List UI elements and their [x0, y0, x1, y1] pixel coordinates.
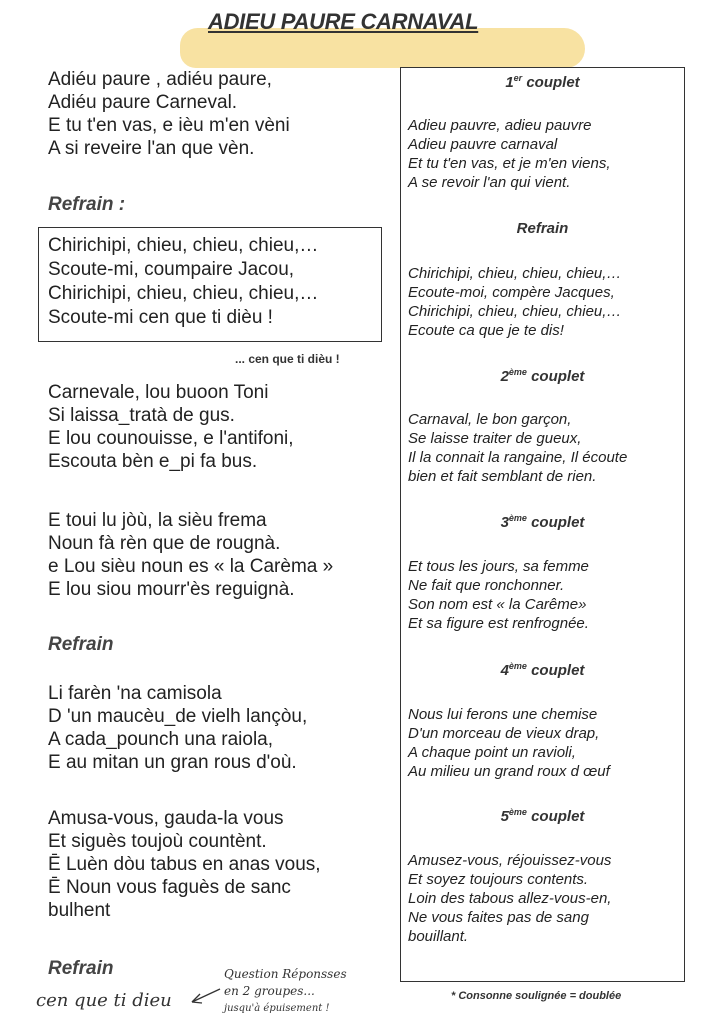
couplet-line: Amusez-vous, réjouissez-vous — [408, 852, 612, 869]
couplet-line: Chirichipi, chieu, chieu, chieu,… — [408, 303, 622, 320]
verse-line: Carnevale, lou buoon Toni — [48, 382, 269, 403]
refrain-line: Chirichipi, chieu, chieu, chieu,… — [48, 283, 319, 304]
refrain-heading: Refrain : — [48, 194, 126, 215]
couplet-line: Se laisse traiter de gueux, — [408, 430, 582, 447]
refrain-line: Scoute-mi cen que ti dièu ! — [48, 307, 273, 328]
verse-line: bulhent — [48, 900, 111, 921]
refrain-line: Chirichipi, chieu, chieu, chieu,… — [48, 235, 319, 256]
couplet-ordinal: er — [513, 73, 523, 83]
couplet-1-text — [408, 116, 611, 192]
refrain-tail: ... cen que ti dièu ! — [235, 352, 340, 366]
verse-line: e Lou sièu noun es « la Carèma » — [48, 556, 334, 577]
verse-1 — [48, 68, 290, 160]
couplet-number: 4 — [500, 662, 509, 679]
handwritten-line: Question Réponsses — [224, 967, 347, 981]
couplet-line: Et soyez toujours contents. — [408, 871, 589, 888]
couplet-label: couplet — [531, 808, 585, 825]
verse-line: Escouta bèn e_pi fa bus. — [48, 451, 258, 472]
verse-line: Si laissa_tratà de gus. — [48, 405, 235, 426]
footnote: * Consonne soulignée = doublée — [451, 990, 622, 1002]
verse-line: E tu t'en vas, e ièu m'en vèni — [48, 115, 290, 136]
verse-line: Adiéu paure Carneval. — [48, 92, 238, 113]
couplet-line: bien et fait semblant de rien. — [408, 468, 597, 485]
couplet-number: 5 — [500, 808, 509, 825]
refrain-fr-heading: Refrain — [516, 220, 569, 237]
refrain-line: Scoute-mi, coumpaire Jacou, — [48, 259, 295, 280]
verse-line: Li farèn 'na camisola — [48, 683, 222, 704]
verse-line: E au mitan un gran rous d'où. — [48, 752, 297, 773]
couplet-ordinal: ème — [508, 807, 527, 817]
couplet-label: couplet — [531, 662, 585, 679]
couplet-line: Et tous les jours, sa femme — [408, 558, 589, 575]
couplet-line: Et sa figure est renfrognée. — [408, 615, 589, 632]
couplet-2-heading — [400, 367, 685, 385]
couplet-line: Carnaval, le bon garçon, — [408, 411, 572, 428]
arrow-icon — [188, 986, 222, 1006]
verse-line: E lou siou mourr'ès reguignà. — [48, 579, 295, 600]
couplet-ordinal: ème — [508, 661, 527, 671]
handwritten-note-left: cen que ti dieu — [36, 990, 172, 1011]
handwritten-line: en 2 groupes... — [224, 984, 315, 998]
page-title: ADIEU PAURE CARNAVAL — [208, 9, 479, 34]
refrain-text — [48, 234, 318, 330]
couplet-1-heading — [400, 73, 685, 91]
couplet-label: couplet — [526, 74, 580, 91]
couplet-line: Loin des tabous allez-vous-en, — [408, 890, 612, 907]
couplet-3-text — [408, 557, 589, 633]
verse-3 — [48, 509, 333, 601]
couplet-line: Chirichipi, chieu, chieu, chieu,… — [408, 265, 622, 282]
couplet-number: 1 — [505, 74, 514, 91]
verse-line: Noun fà rèn que de rougnà. — [48, 533, 281, 554]
refrain-heading-2: Refrain — [48, 634, 114, 655]
couplet-line: A chaque point un ravioli, — [408, 744, 576, 761]
couplet-5-text — [408, 851, 611, 946]
couplet-number: 2 — [500, 368, 509, 385]
verse-2 — [48, 381, 294, 473]
couplet-line: Ne vous faites pas de sang — [408, 909, 589, 926]
verse-line: D 'un maucèu_de vielh lançòu, — [48, 706, 308, 727]
verse-line: A si reveire l'an que vèn. — [48, 138, 255, 159]
handwritten-line: jusqu'à épuisement ! — [224, 1003, 330, 1014]
verse-line: Et siguès toujoù countènt. — [48, 831, 267, 852]
couplet-line: Et tu t'en vas, et je m'en viens, — [408, 155, 611, 172]
couplet-5-heading — [400, 807, 685, 825]
verse-4 — [48, 682, 307, 774]
verse-5 — [48, 807, 321, 922]
verse-line: Ē Luèn dòu tabus en anas vous, — [48, 854, 321, 875]
couplet-label: couplet — [531, 368, 585, 385]
couplet-line: Ne fait que ronchonner. — [408, 577, 565, 594]
verse-line: Amusa-vous, gauda-la vous — [48, 808, 284, 829]
couplet-label: couplet — [531, 514, 585, 531]
refrain-heading-3: Refrain — [48, 958, 114, 979]
couplet-line: Nous lui ferons une chemise — [408, 706, 598, 723]
couplet-line: bouillant. — [408, 928, 469, 945]
couplet-4-text — [408, 705, 610, 781]
couplet-line: Il la connait la rangaine, Il écoute — [408, 449, 628, 466]
verse-line: Ē Noun vous faguès de sanc — [48, 877, 291, 898]
couplet-line: Ecoute-moi, compère Jacques, — [408, 284, 615, 301]
verse-line: E lou counouisse, e l'antifoni, — [48, 428, 294, 449]
couplet-3-heading — [400, 513, 685, 531]
refrain-fr-text — [408, 264, 621, 340]
couplet-line: D'un morceau de vieux drap, — [408, 725, 600, 742]
couplet-line: A se revoir l'an qui vient. — [408, 174, 571, 191]
verse-line: E toui lu jòù, la sièu frema — [48, 510, 267, 531]
couplet-line: Ecoute ca que je te dis! — [408, 322, 564, 339]
handwritten-note-right — [224, 966, 347, 1017]
couplet-line: Adieu pauvre, adieu pauvre — [408, 117, 592, 134]
couplet-ordinal: ème — [508, 513, 527, 523]
couplet-ordinal: ème — [508, 367, 527, 377]
verse-line: Adiéu paure , adiéu paure, — [48, 69, 272, 90]
verse-line: A cada_pounch una raiola, — [48, 729, 274, 750]
couplet-2-text — [408, 410, 627, 486]
couplet-line: Son nom est « la Carême» — [408, 596, 587, 613]
couplet-line: Adieu pauvre carnaval — [408, 136, 558, 153]
couplet-number: 3 — [500, 514, 509, 531]
couplet-line: Au milieu un grand roux d œuf — [408, 763, 610, 780]
couplet-4-heading — [400, 661, 685, 679]
